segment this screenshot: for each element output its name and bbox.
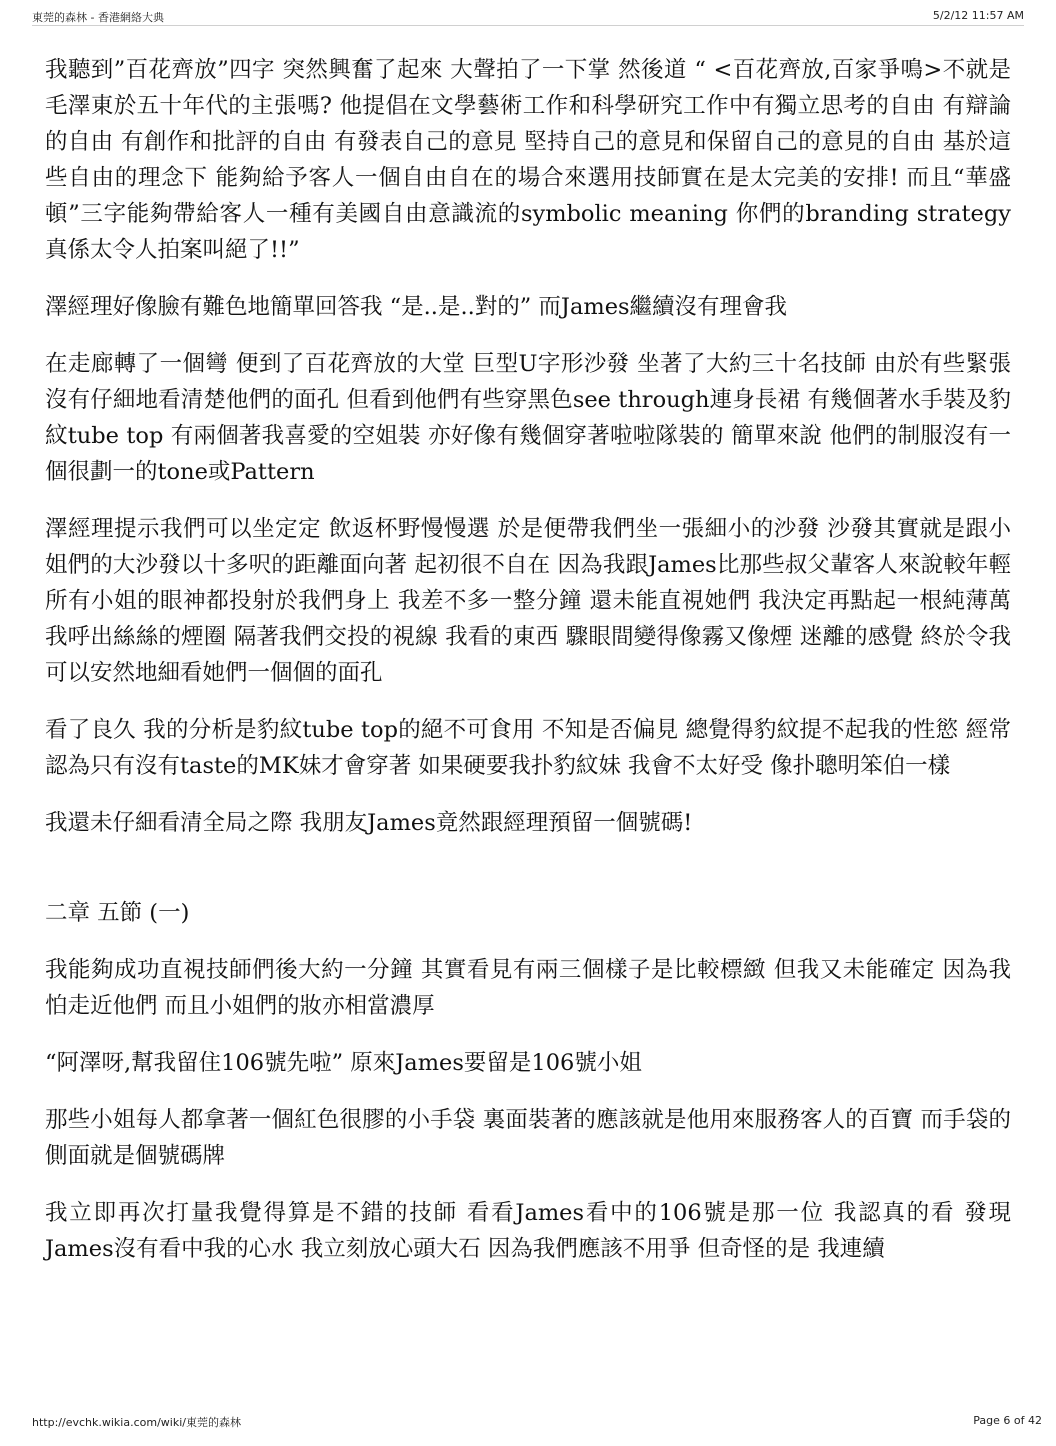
article-body <box>45 52 1019 1288</box>
page-number: Page 6 of 42 <box>973 1414 1042 1427</box>
paragraph: 我聽到”百花齊放”四字 突然興奮了起來 大聲拍了一下掌 然後道 “ <百花齊放,百家爭鳴>不就是毛澤東於五十年代的主張嗎? 他提倡在文學藝術工作和科學研究工作中有獨立思考的自由 有辯論的自由 有創作和批評的自由 有發表自己的意見 堅持自己的意見和保留自己的意見的自由 基於這些自由的理念下 能夠給予客人一個自由自在的場合來選用技師實在是太完美的安排! 而且“華盛頓”三字能夠帶給客人一種有美國自由意識流的symbolic meaning 你們的branding strategy真係太令人拍案叫絕了!!” <box>45 57 1011 263</box>
paragraph: 澤經理提示我們可以坐定定 飲返杯野慢慢選 於是便帶我們坐一張細小的沙發 沙發其實就是跟小姐們的大沙發以十多呎的距離面向著 起初很不自在 因為我跟James比那些叔父輩客人來說較年輕 所有小姐的眼神都投射於我們身上 我差不多一整分鐘 還未能直視她們 我決定再點起一根純薄萬 我呼出絲絲的煙圈 隔著我們交投的視線 我看的東西 驟眼間變得像霧又像煙 迷離的感覺 終於令我可以安然地細看她們一個個的面孔 <box>45 516 1019 686</box>
header-title: 東莞的森林 - 香港網絡大典 <box>32 11 164 24</box>
paragraph: 我還未仔細看清全局之際 我朋友James竟然跟經理預留一個號碼! <box>45 810 693 836</box>
page-header <box>32 9 1024 26</box>
footer-url[interactable]: http://evchk.wikia.com/wiki/東莞的森林 <box>32 1416 241 1429</box>
paragraph: “阿澤呀,幫我留住106號先啦” 原來James要留是106號小姐 <box>45 1050 642 1076</box>
page-footer <box>32 1414 1042 1428</box>
paragraph: 在走廊轉了一個彎 便到了百花齊放的大堂 巨型U字形沙發 坐著了大約三十名技師 由於有些緊張 沒有仔細地看清楚他們的面孔 但看到他們有些穿黑色see through連身長裙 有幾個著水手裝及豹紋tube top 有兩個著我喜愛的空姐裝 亦好像有幾個穿著啦啦隊裝的 簡單來說 他們的制服沒有一個很劃一的tone或Pattern <box>45 351 1019 485</box>
section-heading: 二章 五節 (一) <box>45 900 190 926</box>
header-datetime: 5/2/12 11:57 AM <box>932 9 1024 22</box>
paragraph: 我能夠成功直視技師們後大約一分鐘 其實看見有兩三個樣子是比較標緻 但我又未能確定 因為我怕走近他們 而且小姐們的妝亦相當濃厚 <box>45 957 1011 1019</box>
paragraph: 看了良久 我的分析是豹紋tube top的絕不可食用 不知是否偏見 總覺得豹紋提不起我的性慾 經常認為只有沒有taste的MK妹才會穿著 如果硬要我扑豹紋妹 我會不太好受 像扑聰明笨伯一樣 <box>45 717 1011 779</box>
paragraph: 我立即再次打量我覺得算是不錯的技師 看看James看中的106號是那一位 我認真的看 發現James沒有看中我的心水 我立刻放心頭大石 因為我們應該不用爭 但奇怪的是 我連續 <box>45 1200 1011 1262</box>
paragraph: 那些小姐每人都拿著一個紅色很膠的小手袋 裏面裝著的應該就是他用來服務客人的百寶 而手袋的側面就是個號碼牌 <box>45 1107 1011 1169</box>
paragraph: 澤經理好像臉有難色地簡單回答我 “是..是..對的” 而James繼續沒有理會我 <box>45 294 788 320</box>
